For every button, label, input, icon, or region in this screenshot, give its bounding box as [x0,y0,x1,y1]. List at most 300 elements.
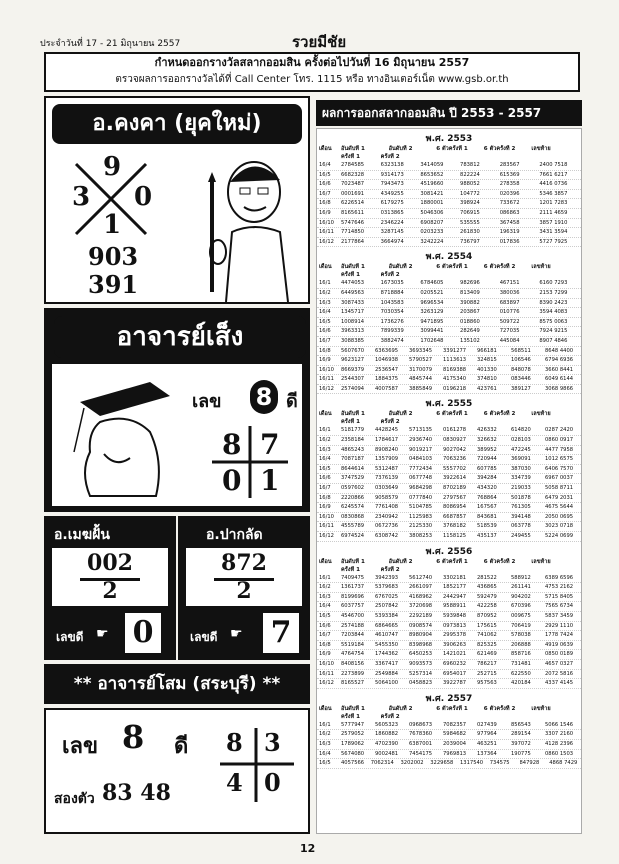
table-cell: 5312487 [375,465,399,472]
table-cell: 4128 2396 [545,740,574,747]
table-cell: 4546700 [341,612,365,619]
table-cell: 6406 7570 [545,465,574,472]
table-cell: 6960232 [443,660,467,667]
table-cell: 7678360 [409,731,433,738]
table-cell: 7082357 [443,721,467,728]
table-cell: 445084 [499,337,520,344]
table-cell: 1357909 [375,456,399,463]
table-cell: 420184 [511,680,531,687]
table-cell: 281522 [477,574,497,581]
table-cell: 390882 [460,299,480,306]
table-cell: 1673035 [380,280,404,287]
table-cell: 8169388 [443,366,467,373]
table-cell: 8199696 [341,593,365,600]
table-row [317,465,581,475]
cross-top: 9 [103,152,122,182]
table-cell: 1043583 [380,299,404,306]
results-subheader-row [317,153,581,161]
table-cell: 5104785 [409,504,433,511]
table-cell: 2050 0695 [545,513,574,520]
table-cell: 568511 [511,347,531,354]
table-cell: 190775 [511,750,531,757]
table-row [317,190,581,200]
results-header-cell: เดือน [319,146,332,152]
table-cell: 16/11 [319,523,334,530]
table-cell: 472245 [511,446,531,453]
announcement-banner [44,52,580,92]
table-cell: 3202002 [400,760,424,767]
table-cell: 4610747 [375,632,399,639]
table-cell: 16/12 [319,385,334,392]
table-row [317,641,581,651]
table-cell: 904202 [511,593,531,600]
table-cell: 426332 [477,427,497,434]
brand-logo: รวยมีชัย [292,33,347,51]
seng-grid-tl: 8 [222,428,242,461]
table-row [317,228,581,238]
table-cell: 8086954 [443,504,467,511]
table-cell: 518539 [477,523,497,530]
results-header-cell: อันดับที่ 2 [388,146,413,152]
table-cell: 7761408 [375,504,399,511]
table-cell: 607785 [477,465,497,472]
table-row [317,574,581,584]
table-cell: 010776 [499,309,520,316]
table-row [317,385,581,395]
table-cell: 8980904 [409,632,433,639]
table-row [317,602,581,612]
table-cell: 5790527 [409,357,433,364]
table-cell: 706419 [511,622,531,629]
table-cell: 2358184 [341,437,365,444]
table-cell: 0672736 [375,523,399,530]
table-cell: 1345717 [341,309,365,316]
seng-grid-tr: 7 [260,428,280,461]
results-header-cell: อันดับที่ 1 [341,705,365,712]
results-header-cell: 6 ตัวครั้งที่ 2 [483,705,516,712]
table-cell: 16/8 [319,494,331,501]
table-cell: 3263129 [420,309,444,316]
table-cell: 261141 [511,584,531,591]
table-cell: 2579052 [341,731,365,738]
table-cell: 5939848 [443,612,467,619]
table-row [317,612,581,622]
table-cell: 6179275 [380,200,404,207]
table-cell: 6449563 [341,289,365,296]
table-cell: 9684298 [409,485,433,492]
card-mekfan-digit: 0 [122,610,164,656]
table-cell: 2574094 [341,385,365,392]
table-cell: 966181 [477,347,497,354]
results-title: ผลการออกสลากออมสิน ปี 2553 - 2557 [316,100,582,126]
table-cell: 5984682 [443,731,467,738]
table-cell: 16/12 [319,680,334,687]
table-cell: 16/3 [319,593,331,600]
table-cell: 7924 9215 [539,328,568,335]
table-row [317,289,581,299]
table-cell: 5379683 [375,584,399,591]
table-cell: 741062 [477,632,497,639]
table-cell: 7203844 [341,632,365,639]
table-cell: 16/6 [319,475,331,482]
table-cell: 501878 [511,494,531,501]
table-cell: 0287 2420 [545,427,574,434]
table-cell: 6767025 [375,593,399,600]
table-cell: 6974524 [341,533,365,539]
som-grid-tl: 8 [226,728,243,757]
table-cell: 0850 0189 [545,651,574,658]
table-cell: 3287145 [380,229,404,236]
table-cell: 8718884 [380,289,404,296]
table-row [317,337,581,347]
table-cell: 16/8 [319,641,331,648]
issue-date: ประจำวันที่ 17 - 21 มิถุนายน 2557 [40,39,181,49]
table-cell: 4555789 [341,523,365,530]
table-cell: 7943473 [380,181,404,188]
table-cell: 9314173 [380,171,404,178]
table-row [317,161,581,171]
table-cell: 1736276 [380,318,404,325]
results-subheader-row [317,713,581,721]
table-cell: 7772434 [409,465,433,472]
table-cell: 2574188 [341,622,365,629]
card-paklat-digit: 7 [260,610,302,656]
seng-lucky-number: 8 [250,380,278,414]
table-cell: 6389 6596 [545,574,574,581]
table-cell: 0458823 [409,680,433,687]
table-cell: 1046938 [375,357,399,364]
table-cell: 282649 [460,328,480,335]
table-cell: 374810 [477,376,497,383]
table-cell: 2340942 [375,513,399,520]
table-cell: 16/4 [319,456,331,463]
seng-grid-bl: 0 [222,464,242,497]
table-cell: 0001691 [341,190,365,197]
results-header-cell: เดือน [319,558,332,565]
year-heading: พ.ศ. 2555 [425,399,473,410]
som-grid-tr: 3 [264,728,281,757]
table-cell: 0777840 [409,494,433,501]
cross-left: 3 [72,182,91,212]
table-cell: 1317540 [460,760,484,767]
table-cell: 027439 [477,721,497,728]
table-cell: 733672 [499,200,520,207]
table-cell: 5224 0699 [545,533,574,539]
table-cell: 783812 [460,162,480,168]
table-cell: 16/6 [319,622,331,629]
table-cell: 5747646 [341,219,365,226]
table-cell: 2544307 [341,376,365,383]
table-cell: 0597602 [341,485,365,492]
table-row [317,532,581,542]
table-cell: 3594 4083 [539,309,568,316]
table-cell: 8907 4846 [539,337,568,344]
table-cell: 0860 0917 [545,437,574,444]
results-header-cell: เลขท้าย [531,411,551,418]
table-cell: 822224 [460,171,480,178]
table-cell: 9588911 [443,603,467,610]
table-cell: 856543 [511,721,531,728]
table-cell: 0303649 [375,485,399,492]
table-cell: 009675 [511,612,531,619]
table-cell: 4753 2162 [545,584,574,591]
results-header-cell: เลขท้าย [531,264,551,271]
table-cell: 387030 [511,465,531,472]
table-cell: 1778 7424 [545,632,574,639]
table-row [317,474,581,484]
table-cell: 4865243 [341,446,365,453]
table-row [317,513,581,523]
table-cell: 982696 [460,280,480,287]
table-cell: 6037757 [341,603,365,610]
table-cell: 16/5 [319,760,331,767]
graduate-illustration [60,372,180,502]
table-cell: 289154 [511,731,531,738]
table-cell: 5257314 [409,670,433,677]
results-header-cell: เดือน [319,264,332,271]
table-row [317,494,581,504]
table-cell: 6908207 [420,219,444,226]
table-cell: 9019217 [409,446,433,453]
table-cell: 3660 8441 [545,366,574,373]
table-cell: 5777947 [341,721,365,728]
table-cell: 436865 [477,584,497,591]
table-cell: 16/9 [319,651,331,658]
table-cell: 4764754 [341,651,365,658]
table-cell: 988052 [460,181,480,188]
card-mekfan-title: อ.เมฆฝั้น [54,527,110,543]
table-cell: 423761 [477,385,497,392]
table-cell: 8165527 [341,680,365,687]
table-row [317,740,581,750]
table-cell: 7023487 [341,181,365,188]
table-row [317,522,581,532]
results-subheader-cell: ครั้งที่ 1 [341,154,361,160]
table-cell: 3882474 [380,337,404,344]
table-cell: 2929 1110 [545,622,574,629]
table-cell: 1361737 [341,584,365,591]
results-subheader-row [317,566,581,574]
table-row [317,347,581,357]
table-cell: 615369 [499,171,520,178]
table-cell: 858716 [511,651,531,658]
pointing-hand-icon: ☛ [96,626,109,642]
table-cell: 683897 [499,299,520,306]
table-cell: 6687857 [443,513,467,520]
section-kongka-title: อ.คงคา (ยุคใหม่) [52,104,302,144]
results-table [316,128,582,834]
table-cell: 848078 [511,366,531,373]
table-cell: 1880001 [420,200,444,207]
table-cell: 8702189 [443,485,467,492]
results-header-cell: อันดับที่ 2 [388,558,413,565]
table-cell: 16/11 [319,670,334,677]
table-cell: 16/3 [319,299,331,306]
table-cell: 16/3 [319,740,331,747]
table-cell: 3808253 [409,533,433,539]
table-cell: 8908240 [375,446,399,453]
section-som-title: ** อาจารย์โสม (สระบุรี) ** [44,664,310,704]
table-cell: 0860 1503 [545,750,574,757]
table-cell: 0908574 [409,622,433,629]
table-row [317,436,581,446]
results-subheader-row [317,271,581,279]
results-header-cell: อันดับที่ 1 [341,411,365,418]
table-cell: 397072 [511,740,531,747]
table-cell: 870952 [477,612,497,619]
table-cell: 6864665 [375,622,399,629]
table-cell: 16/8 [319,200,331,207]
table-cell: 825325 [477,641,497,648]
table-cell: 7030354 [380,309,404,316]
table-cell: 2784585 [341,162,365,168]
table-cell: 5346 3857 [539,190,568,197]
table-cell: 394284 [477,475,497,482]
table-cell: 0484103 [409,456,433,463]
table-cell: 5713135 [409,427,433,434]
table-cell: 813409 [460,289,480,296]
table-cell: 2220866 [341,494,365,501]
table-cell: 3431 3594 [539,229,568,236]
table-cell: 8165611 [341,209,365,216]
table-row [317,299,581,309]
table-cell: 768864 [477,494,497,501]
results-header-cell: เลขท้าย [531,705,551,712]
year-heading: พ.ศ. 2557 [425,693,473,704]
card-mekfan-bottom: 2 [102,578,118,604]
table-cell: 4474053 [341,280,365,287]
results-header-cell: อันดับที่ 2 [388,705,413,712]
table-cell: 1158125 [443,533,467,539]
table-cell: 16/1 [319,427,331,434]
table-cell: 3170079 [409,366,433,373]
table-cell: 509722 [499,318,520,325]
table-cell: 614820 [511,427,531,434]
table-cell: 203867 [460,309,480,316]
table-cell: 736797 [460,238,480,245]
table-cell: 8408156 [341,660,365,667]
table-cell: 7063236 [443,456,467,463]
card-paklat-title: อ.ปากลัด [206,527,263,543]
table-cell: 6245574 [341,504,365,511]
table-cell: 401330 [477,366,497,373]
table-cell: 16/12 [319,533,334,539]
results-header-cell: 6 ตัวครั้งที่ 1 [436,558,468,565]
results-subheader-cell: ครั้งที่ 1 [341,272,361,279]
table-cell: 3768182 [443,523,467,530]
table-cell: 720944 [477,456,497,463]
table-cell: 847928 [519,760,540,767]
table-cell: 0830927 [443,437,467,444]
table-cell: 535555 [460,219,480,226]
table-cell: 9002481 [375,750,399,757]
table-cell: 7899339 [380,328,404,335]
table-cell: 1421021 [443,651,467,658]
table-cell: 16/9 [319,357,331,364]
table-cell: 8669379 [341,366,365,373]
teacher-illustration [196,152,296,302]
table-cell: 5674080 [341,750,365,757]
som-grid-br: 0 [264,768,281,797]
results-subheader-cell: ครั้งที่ 2 [380,419,400,426]
table-cell: 4702390 [375,740,399,747]
table-cell: 283567 [499,162,520,168]
table-cell: 4519660 [420,181,444,188]
table-cell: 467151 [499,280,520,287]
table-cell: 7087187 [341,456,365,463]
table-row [317,171,581,181]
table-cell: 16/6 [319,181,331,188]
table-cell: 7565 6734 [545,603,574,610]
table-cell: 4349255 [380,190,404,197]
kongka-number-1: 903 [88,242,139,271]
table-cell: 6682328 [341,171,365,178]
results-subheader-cell: ครั้งที่ 1 [341,713,361,720]
table-cell: 3081421 [420,190,444,197]
table-cell: 5181779 [341,427,365,434]
table-cell: 5058 8711 [545,485,574,492]
year-heading: พ.ศ. 2553 [425,134,473,144]
table-cell: 670396 [511,603,531,610]
table-cell: 018860 [460,318,480,325]
table-cell: 7409475 [341,574,365,581]
table-cell: 2507842 [375,603,399,610]
table-cell: 16/9 [319,504,331,511]
results-header-cell: 6 ตัวครั้งที่ 1 [436,411,468,418]
cross-bottom: 1 [103,210,122,240]
table-row [317,426,581,436]
table-row [317,750,581,760]
table-cell: 592479 [477,593,497,600]
results-header-row [317,705,581,713]
seng-grid-br: 1 [260,464,280,497]
results-header-cell: อันดับที่ 1 [341,264,365,271]
card-paklat-bottom: 2 [236,578,252,604]
table-cell: 249455 [511,533,531,539]
table-cell: 1884375 [375,376,399,383]
table-row [317,503,581,513]
table-row [317,366,581,376]
table-cell: 017836 [499,238,520,245]
table-row [317,631,581,641]
table-cell: 16/7 [319,190,331,197]
results-subheader-cell: ครั้งที่ 2 [380,272,400,279]
table-cell: 16/7 [319,337,331,344]
results-header-cell: 6 ตัวครั้งที่ 1 [436,264,468,271]
table-cell: 0161278 [443,427,467,434]
seng-lucky-label-left: เลข [192,391,222,412]
table-cell: 16/11 [319,229,334,236]
card-mekfan-top: 002 [87,550,133,576]
table-cell: 16/9 [319,209,331,216]
table-cell: 5557702 [443,465,467,472]
table-cell: 3857 1910 [539,219,568,226]
table-cell: 9058579 [375,494,399,501]
som-grid-bl: 4 [226,768,243,797]
table-cell: 324815 [477,357,497,364]
table-cell: 3922787 [443,680,467,687]
table-cell: 028103 [511,437,531,444]
table-cell: 3906263 [443,641,467,648]
table-cell: 4845744 [409,376,433,383]
page-number: 12 [300,842,316,855]
table-cell: 9027042 [443,446,467,453]
table-row [317,327,581,337]
table-cell: 1860882 [375,731,399,738]
table-cell: 6226514 [341,200,365,207]
table-cell: 16/4 [319,162,331,168]
banner-line-1: กำหนดออกรางวัลสลากออมสิน ครั้งต่อไปวันที่ 16 มิถุนายน 2557 [154,56,470,69]
